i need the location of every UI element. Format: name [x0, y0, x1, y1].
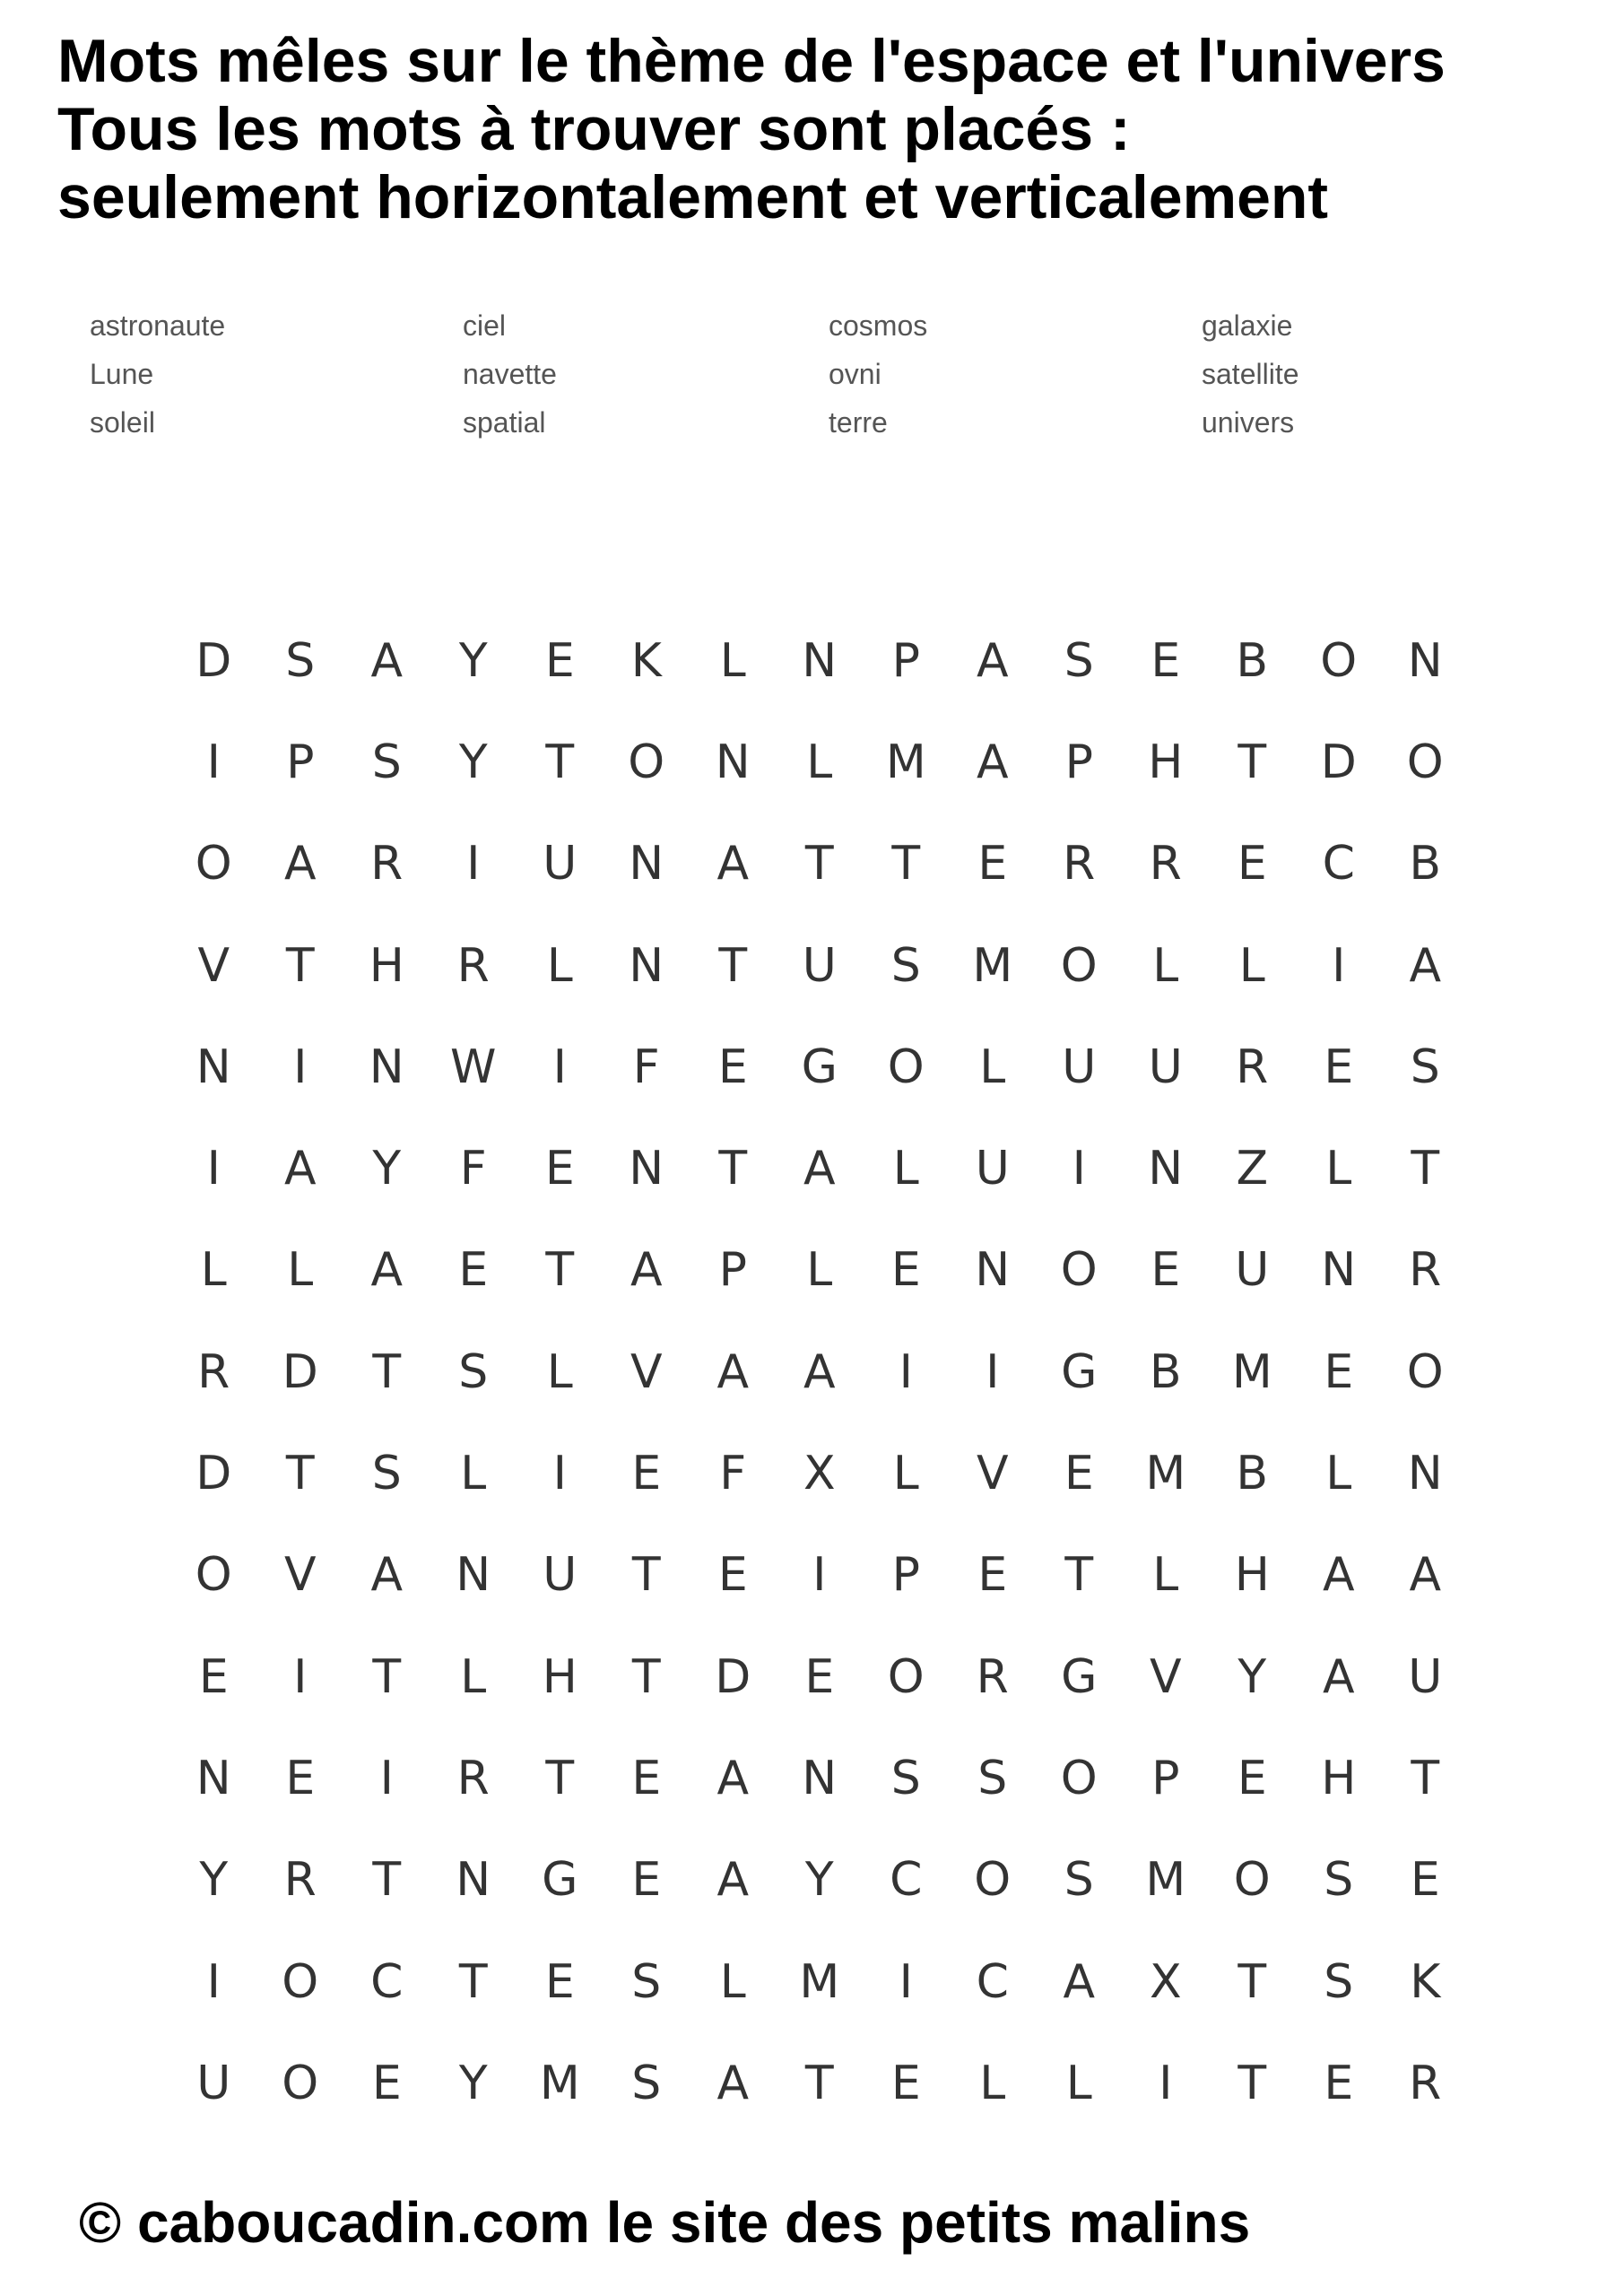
grid-cell[interactable]: P: [1064, 735, 1093, 789]
grid-cell[interactable]: S: [890, 938, 921, 993]
grid-cell[interactable]: E: [977, 837, 1008, 891]
grid-cell[interactable]: N: [1407, 1447, 1443, 1501]
grid-cell[interactable]: E: [1151, 1243, 1181, 1298]
grid-cell[interactable]: Y: [458, 735, 488, 789]
grid-cell[interactable]: A: [716, 1344, 750, 1399]
grid-cell[interactable]: G: [801, 1039, 838, 1094]
grid-cell[interactable]: S: [1064, 633, 1094, 688]
grid-cell[interactable]: B: [1149, 1344, 1182, 1399]
grid-cell[interactable]: E: [198, 1649, 229, 1704]
grid-cell[interactable]: T: [372, 1649, 402, 1704]
grid-cell[interactable]: R: [370, 837, 404, 891]
grid-cell[interactable]: E: [890, 2056, 921, 2110]
grid-cell[interactable]: S: [371, 1447, 402, 1501]
grid-cell[interactable]: M: [1145, 1853, 1186, 1908]
grid-cell[interactable]: I: [899, 1954, 913, 2009]
grid-cell[interactable]: U: [543, 1548, 578, 1603]
grid-cell[interactable]: U: [1408, 1649, 1443, 1704]
grid-cell[interactable]: A: [716, 837, 750, 891]
grid-cell[interactable]: I: [293, 1039, 308, 1094]
grid-cell[interactable]: C: [1322, 837, 1355, 891]
grid-cell[interactable]: N: [456, 1548, 491, 1603]
grid-cell[interactable]: I: [466, 837, 481, 891]
grid-cell[interactable]: H: [369, 938, 404, 993]
grid-cell[interactable]: H: [1321, 1751, 1357, 1805]
grid-cell[interactable]: O: [195, 1548, 232, 1603]
grid-cell[interactable]: R: [456, 1751, 490, 1805]
grid-cell[interactable]: T: [545, 735, 575, 789]
grid-cell[interactable]: X: [803, 1447, 836, 1501]
grid-cell[interactable]: L: [460, 1649, 487, 1704]
grid-cell[interactable]: L: [546, 938, 573, 993]
grid-cell[interactable]: V: [1149, 1649, 1182, 1704]
grid-cell[interactable]: Y: [1238, 1649, 1267, 1704]
grid-cell[interactable]: P: [891, 1548, 920, 1603]
grid-cell[interactable]: A: [1409, 938, 1442, 993]
grid-cell[interactable]: U: [543, 837, 578, 891]
grid-cell[interactable]: O: [974, 1853, 1012, 1908]
grid-cell[interactable]: F: [719, 1447, 747, 1501]
grid-cell[interactable]: I: [206, 1142, 221, 1196]
grid-cell[interactable]: P: [1151, 1751, 1180, 1805]
grid-cell[interactable]: D: [195, 633, 232, 688]
grid-cell[interactable]: T: [1238, 1954, 1267, 2009]
grid-cell[interactable]: E: [1151, 633, 1181, 688]
grid-cell[interactable]: E: [1410, 1853, 1440, 1908]
grid-cell[interactable]: O: [1060, 938, 1098, 993]
grid-cell[interactable]: H: [1234, 1548, 1270, 1603]
grid-cell[interactable]: T: [372, 1853, 402, 1908]
grid-cell[interactable]: E: [285, 1751, 316, 1805]
grid-cell[interactable]: T: [1411, 1751, 1440, 1805]
word-item: ovni: [829, 358, 881, 390]
grid-cell[interactable]: E: [1237, 837, 1267, 891]
grid-cell[interactable]: L: [719, 1954, 746, 2009]
grid-cell[interactable]: R: [283, 1853, 317, 1908]
grid-cell[interactable]: M: [972, 938, 1013, 993]
grid-cell[interactable]: L: [1325, 1447, 1352, 1501]
grid-cell[interactable]: I: [206, 735, 221, 789]
grid-cell[interactable]: U: [196, 2056, 231, 2110]
grid-cell[interactable]: L: [287, 1243, 314, 1298]
grid-cell[interactable]: N: [1407, 633, 1443, 688]
grid-cell[interactable]: L: [1065, 2056, 1092, 2110]
grid-cell[interactable]: I: [986, 1344, 1000, 1399]
letter-grid: [170, 610, 1469, 2134]
grid-cell[interactable]: N: [629, 938, 664, 993]
grid-cell[interactable]: L: [1325, 1142, 1352, 1196]
grid-cell[interactable]: E: [544, 1954, 575, 2009]
grid-cell[interactable]: R: [1063, 837, 1096, 891]
grid-cell[interactable]: A: [1063, 1954, 1096, 2009]
grid-cell[interactable]: E: [544, 633, 575, 688]
grid-cell[interactable]: L: [979, 2056, 1006, 2110]
grid-cell[interactable]: Y: [458, 2056, 488, 2110]
grid-cell[interactable]: O: [1233, 1853, 1271, 1908]
grid-cell[interactable]: L: [892, 1447, 919, 1501]
grid-cell[interactable]: O: [282, 1954, 319, 2009]
grid-cell[interactable]: G: [1061, 1344, 1098, 1399]
word-item: satellite: [1202, 358, 1299, 390]
grid-cell[interactable]: S: [631, 2056, 662, 2110]
grid-cell[interactable]: F: [459, 1142, 487, 1196]
grid-cell[interactable]: D: [1320, 735, 1357, 789]
grid-cell[interactable]: S: [371, 735, 402, 789]
grid-cell[interactable]: H: [542, 1649, 578, 1704]
grid-cell[interactable]: T: [718, 938, 748, 993]
grid-cell[interactable]: S: [977, 1751, 1008, 1805]
grid-cell[interactable]: E: [631, 1853, 662, 1908]
grid-cell[interactable]: H: [1148, 735, 1184, 789]
grid-cell[interactable]: A: [1322, 1548, 1355, 1603]
grid-cell[interactable]: P: [718, 1243, 747, 1298]
grid-cell[interactable]: K: [1410, 1954, 1441, 2009]
grid-cell[interactable]: L: [806, 1243, 833, 1298]
grid-cell[interactable]: O: [1060, 1243, 1098, 1298]
grid-cell[interactable]: T: [1064, 1548, 1094, 1603]
grid-cell[interactable]: B: [1409, 837, 1442, 891]
grid-cell[interactable]: S: [1064, 1853, 1094, 1908]
grid-cell[interactable]: E: [631, 1447, 662, 1501]
grid-cell[interactable]: A: [1409, 1548, 1442, 1603]
grid-cell[interactable]: O: [1406, 735, 1444, 789]
grid-cell[interactable]: N: [802, 1751, 838, 1805]
grid-cell[interactable]: Z: [1236, 1142, 1269, 1196]
grid-cell[interactable]: E: [717, 1039, 748, 1094]
grid-cell[interactable]: A: [370, 1243, 404, 1298]
title-line-1: Mots mêles sur le thème de l'espace et l'univers: [57, 27, 1446, 95]
grid-cell[interactable]: N: [1321, 1243, 1357, 1298]
grid-cell[interactable]: N: [629, 1142, 664, 1196]
grid-cell[interactable]: L: [460, 1447, 487, 1501]
title-line-2: Tous les mots à trouver sont placés :: [57, 95, 1131, 163]
grid-cell[interactable]: R: [976, 1649, 1009, 1704]
grid-cell[interactable]: Y: [458, 633, 488, 688]
grid-cell[interactable]: D: [195, 1447, 232, 1501]
grid-cell[interactable]: S: [890, 1751, 921, 1805]
grid-cell[interactable]: L: [979, 1039, 1006, 1094]
word-item: navette: [463, 358, 557, 390]
grid-cell[interactable]: L: [806, 735, 833, 789]
grid-cell[interactable]: T: [891, 837, 921, 891]
grid-cell[interactable]: E: [1324, 1344, 1354, 1399]
grid-cell[interactable]: I: [1072, 1142, 1086, 1196]
grid-cell[interactable]: A: [976, 735, 1009, 789]
grid-cell[interactable]: T: [545, 1243, 575, 1298]
grid-cell[interactable]: E: [977, 1548, 1008, 1603]
grid-cell[interactable]: O: [628, 735, 665, 789]
grid-cell[interactable]: E: [804, 1649, 835, 1704]
grid-cell[interactable]: L: [200, 1243, 227, 1298]
word-list: [90, 301, 1435, 447]
grid-cell[interactable]: O: [1320, 633, 1358, 688]
grid-cell[interactable]: S: [1324, 1954, 1354, 2009]
grid-cell[interactable]: T: [372, 1344, 402, 1399]
grid-cell[interactable]: B: [1236, 1447, 1269, 1501]
grid-cell[interactable]: U: [975, 1142, 1010, 1196]
grid-cell[interactable]: R: [1149, 837, 1182, 891]
grid-cell[interactable]: O: [282, 2056, 319, 2110]
grid-cell[interactable]: A: [630, 1243, 663, 1298]
grid-cell[interactable]: E: [1237, 1751, 1267, 1805]
grid-cell[interactable]: B: [1236, 633, 1269, 688]
grid-cell[interactable]: T: [804, 2056, 834, 2110]
grid-cell[interactable]: N: [195, 1039, 231, 1094]
grid-cell[interactable]: N: [975, 1243, 1011, 1298]
grid-cell[interactable]: E: [890, 1243, 921, 1298]
grid-cell[interactable]: E: [1064, 1447, 1094, 1501]
grid-cell[interactable]: R: [1409, 1243, 1442, 1298]
grid-cell[interactable]: R: [1236, 1039, 1269, 1094]
grid-cell[interactable]: T: [545, 1751, 575, 1805]
grid-cell[interactable]: E: [717, 1548, 748, 1603]
grid-cell[interactable]: A: [1322, 1649, 1355, 1704]
grid-cell[interactable]: V: [197, 938, 230, 993]
grid-cell[interactable]: E: [544, 1142, 575, 1196]
grid-cell[interactable]: T: [1411, 1142, 1440, 1196]
grid-cell[interactable]: T: [1238, 2056, 1267, 2110]
title-line-3: seulement horizontalement et verticalement: [57, 163, 1329, 231]
grid-cell[interactable]: M: [1231, 1344, 1272, 1399]
grid-cell[interactable]: N: [369, 1039, 404, 1094]
grid-cell[interactable]: F: [632, 1039, 660, 1094]
grid-cell[interactable]: T: [285, 938, 315, 993]
grid-cell[interactable]: S: [458, 1344, 489, 1399]
grid-cell[interactable]: A: [370, 1548, 404, 1603]
grid-cell[interactable]: D: [715, 1649, 751, 1704]
grid-cell[interactable]: A: [803, 1344, 836, 1399]
grid-cell[interactable]: G: [542, 1853, 578, 1908]
grid-cell[interactable]: I: [552, 1447, 567, 1501]
grid-cell[interactable]: M: [1145, 1447, 1186, 1501]
grid-cell[interactable]: U: [1062, 1039, 1097, 1094]
grid-cell[interactable]: D: [282, 1344, 318, 1399]
grid-cell[interactable]: W: [450, 1039, 497, 1094]
grid-cell[interactable]: L: [892, 1142, 919, 1196]
grid-cell[interactable]: Y: [199, 1853, 229, 1908]
grid-cell[interactable]: I: [379, 1751, 394, 1805]
grid-cell[interactable]: T: [1238, 735, 1267, 789]
grid-cell[interactable]: U: [1235, 1243, 1270, 1298]
grid-cell[interactable]: R: [197, 1344, 230, 1399]
grid-cell[interactable]: E: [1324, 1039, 1354, 1094]
grid-cell[interactable]: I: [812, 1548, 827, 1603]
grid-cell[interactable]: E: [458, 1243, 489, 1298]
grid-cell[interactable]: L: [1152, 1548, 1179, 1603]
grid-cell[interactable]: I: [1332, 938, 1346, 993]
word-item: galaxie: [1202, 309, 1293, 342]
grid-cell[interactable]: N: [456, 1853, 491, 1908]
grid-cell[interactable]: A: [716, 2056, 750, 2110]
word-item: ciel: [463, 309, 507, 342]
grid-cell[interactable]: P: [286, 735, 315, 789]
grid-cell[interactable]: K: [630, 633, 662, 688]
grid-cell[interactable]: R: [456, 938, 490, 993]
grid-cell[interactable]: L: [719, 633, 746, 688]
grid-cell[interactable]: U: [802, 938, 837, 993]
grid-cell[interactable]: C: [976, 1954, 1009, 2009]
word-item: soleil: [90, 406, 155, 439]
grid-cell[interactable]: I: [899, 1344, 913, 1399]
grid-cell[interactable]: R: [1409, 2056, 1442, 2110]
grid-cell[interactable]: S: [1410, 1039, 1440, 1094]
grid-cell[interactable]: O: [887, 1649, 925, 1704]
grid-cell[interactable]: O: [195, 837, 232, 891]
grid-cell[interactable]: T: [718, 1142, 748, 1196]
grid-cell[interactable]: S: [1324, 1853, 1354, 1908]
grid-cell[interactable]: A: [283, 837, 317, 891]
grid-cell[interactable]: C: [890, 1853, 923, 1908]
grid-cell[interactable]: N: [1148, 1142, 1184, 1196]
grid-cell[interactable]: N: [802, 633, 838, 688]
grid-cell[interactable]: E: [631, 1751, 662, 1805]
grid-cell[interactable]: I: [552, 1039, 567, 1094]
grid-cell[interactable]: M: [539, 2056, 580, 2110]
word-item: Lune: [90, 358, 154, 390]
grid-cell[interactable]: A: [976, 633, 1009, 688]
grid-cell[interactable]: N: [195, 1751, 231, 1805]
grid-cell[interactable]: I: [1159, 2056, 1173, 2110]
page-title: [57, 27, 1600, 231]
grid-cell[interactable]: M: [799, 1954, 840, 2009]
grid-cell[interactable]: Y: [804, 1853, 834, 1908]
grid-cell[interactable]: E: [371, 2056, 402, 2110]
grid-cell[interactable]: N: [715, 735, 751, 789]
grid-cell[interactable]: Y: [372, 1142, 402, 1196]
grid-cell[interactable]: A: [716, 1751, 750, 1805]
grid-cell[interactable]: A: [370, 633, 404, 688]
grid-cell[interactable]: O: [887, 1039, 925, 1094]
grid-cell[interactable]: G: [1061, 1649, 1098, 1704]
grid-cell[interactable]: I: [293, 1649, 308, 1704]
word-item: astronaute: [90, 309, 226, 342]
word-item: cosmos: [829, 309, 928, 342]
grid-cell[interactable]: L: [1238, 938, 1265, 993]
word-item: univers: [1202, 406, 1295, 439]
grid-cell[interactable]: T: [285, 1447, 315, 1501]
grid-cell[interactable]: L: [546, 1344, 573, 1399]
grid-cell[interactable]: X: [1149, 1954, 1182, 2009]
grid-cell[interactable]: O: [1406, 1344, 1444, 1399]
grid-cell[interactable]: A: [283, 1142, 317, 1196]
grid-cell[interactable]: N: [629, 837, 664, 891]
grid-cell[interactable]: C: [370, 1954, 404, 2009]
grid-cell[interactable]: V: [283, 1548, 317, 1603]
grid-cell[interactable]: S: [631, 1954, 662, 2009]
word-item: spatial: [463, 406, 546, 439]
grid-cell[interactable]: P: [891, 633, 920, 688]
grid-cell[interactable]: L: [1152, 938, 1179, 993]
grid-cell[interactable]: T: [631, 1649, 661, 1704]
grid-cell[interactable]: A: [716, 1853, 750, 1908]
footer-copyright: © caboucadin.com le site des petits malins: [79, 2190, 1251, 2255]
word-item: terre: [829, 406, 888, 439]
grid-cell[interactable]: T: [631, 1548, 661, 1603]
grid-cell[interactable]: M: [885, 735, 926, 789]
grid-cell[interactable]: S: [285, 633, 316, 688]
grid-cell[interactable]: I: [206, 1954, 221, 2009]
grid-cell[interactable]: T: [458, 1954, 488, 2009]
grid-cell[interactable]: T: [804, 837, 834, 891]
grid-cell[interactable]: E: [1324, 2056, 1354, 2110]
grid-cell[interactable]: V: [976, 1447, 1009, 1501]
grid-cell[interactable]: O: [1060, 1751, 1098, 1805]
grid-cell[interactable]: V: [630, 1344, 663, 1399]
grid-cell[interactable]: A: [803, 1142, 836, 1196]
grid-cell[interactable]: U: [1148, 1039, 1183, 1094]
